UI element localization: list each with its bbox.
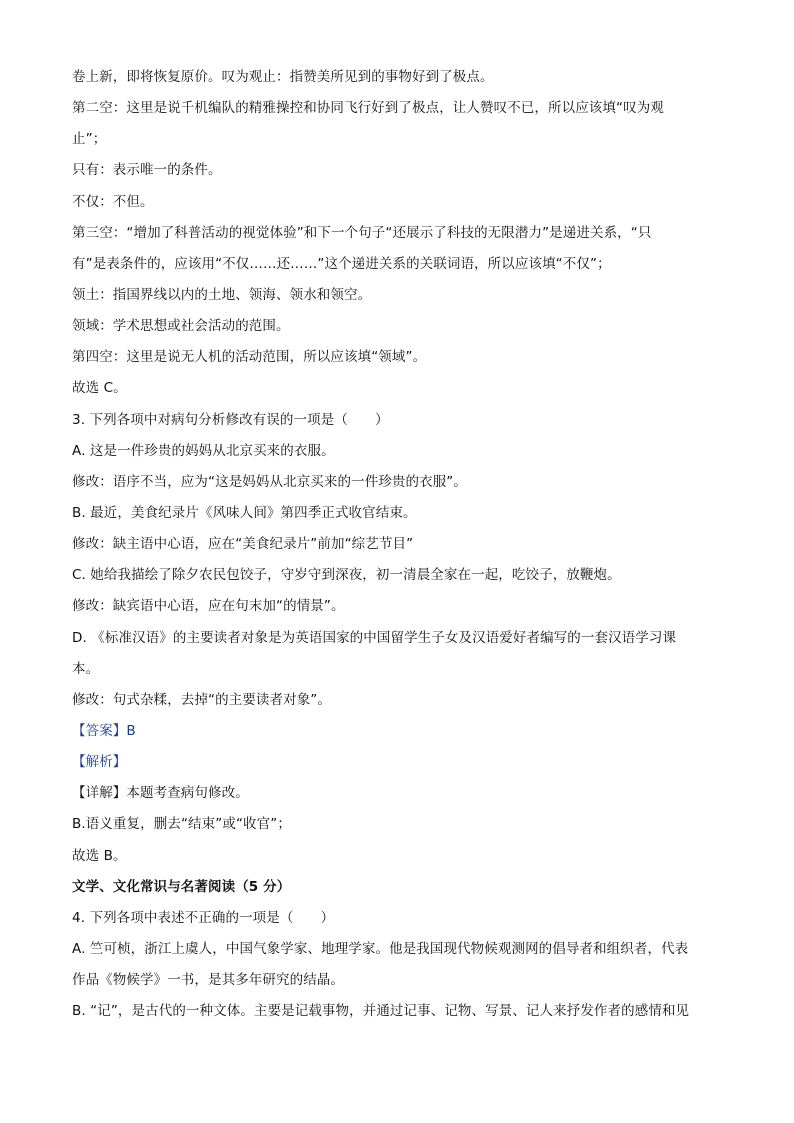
- text-line: 故选 B。: [72, 847, 127, 864]
- document-page: [72, 62, 722, 1027]
- option-line: A. 这是一件珍贵的妈妈从北京买来的衣服。: [72, 442, 335, 459]
- option-line: B. 最近，美食纪录片《风味人间》第四季正式收官结束。: [72, 504, 417, 521]
- text-line: 止”；: [72, 131, 107, 148]
- text-line: 第二空：这里是说千机编队的精雅操控和协同飞行好到了极点，让人赞叹不已，所以应该填“叹为观: [72, 100, 664, 117]
- text-line: 有”是表条件的，应该用“不仅……还……”这个递进关系的关联词语，所以应该填“不仅”；: [72, 255, 611, 272]
- text-line: 修改：缺主语中心语，应在“美食纪录片”前加“综艺节目”: [72, 536, 414, 553]
- text-line: 第四空：这里是说无人机的活动范围，所以应该填“领域”。: [72, 349, 427, 366]
- detail-line: 【详解】本题考查病句修改。: [72, 785, 249, 802]
- text-line: 修改：句式杂糅，去掉“的主要读者对象”。: [72, 691, 331, 708]
- text-line: B.语义重复，删去“结束”或“收官”；: [72, 816, 291, 833]
- option-line: D. 《标准汉语》的主要读者对象是为英语国家的中国留学生子女及汉语爱好者编写的一套汉语学习课: [72, 629, 677, 646]
- option-line: B. “记”，是古代的一种文体。主要是记载事物，并通过记事、记物、写景、记人来抒发作者的感情和见: [72, 1003, 690, 1020]
- option-line: C. 她给我描绘了除夕农民包饺子，守岁守到深夜，初一清晨全家在一起，吃饺子，放鞭炮。: [72, 567, 621, 584]
- question-stem: 3. 下列各项中对病句分析修改有误的一项是（ ）: [72, 411, 389, 428]
- text-line: 卷上新，即将恢复原价。叹为观止：指赞美所见到的事物好到了极点。: [72, 69, 494, 85]
- text-line: 修改：语序不当，应为“这是妈妈从北京买来的一件珍贵的衣服”。: [72, 473, 467, 490]
- option-line: A. 竺可桢，浙江上虞人，中国气象学家、地理学家。他是我国现代物候观测网的倡导者和组织者，代表: [72, 940, 689, 957]
- text-line: 故选 C。: [72, 380, 127, 397]
- text-line: 只有：表示唯一的条件。: [72, 162, 222, 179]
- text-line: 本。: [72, 660, 100, 677]
- text-line: 领域：学术思想或社会活动的范围。: [72, 318, 290, 335]
- text-line: 修改：缺宾语中心语，应在句末加“的情景”。: [72, 598, 345, 615]
- analysis-label: 【解析】: [72, 754, 127, 771]
- text-line: 第三空：“增加了科普活动的视觉体验”和下一个句子“还展示了科技的无限潜力”是递进关系，“只: [72, 224, 652, 241]
- question-stem: 4. 下列各项中表述不正确的一项是（ ）: [72, 909, 335, 926]
- text-line: 不仅：不但。: [72, 193, 154, 210]
- section-heading: 文学、文化常识与名著阅读（5 分）: [72, 878, 291, 895]
- text-line: 领土：指国界线以内的土地、领海、领水和领空。: [72, 286, 372, 303]
- text-line: 作品《物候学》一书，是其多年研究的结晶。: [72, 972, 344, 989]
- answer-label: 【答案】B: [72, 722, 136, 739]
